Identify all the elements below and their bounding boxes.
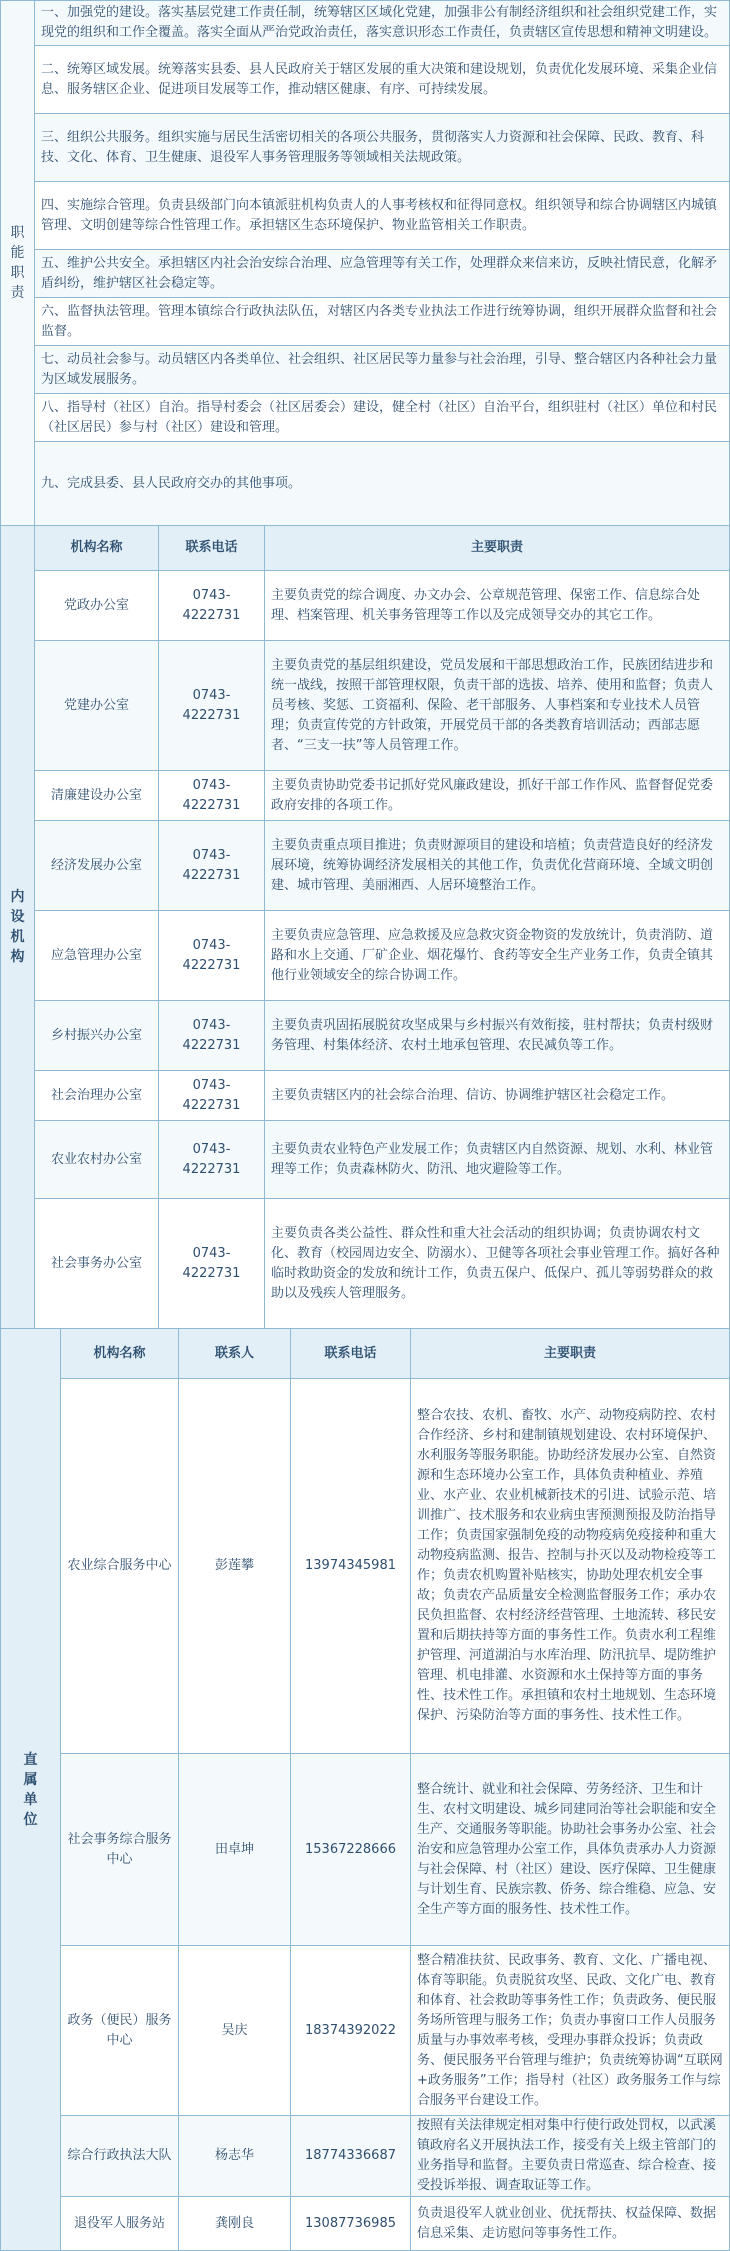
duty-text: 一、加强党的建设。落实基层党建工作责任制，统筹辖区区域化党建，加强非公有制经济组织和社会组织党建工作，实现党的组织和工作全覆盖。落实全面从严治党政治责任，落实意识形态工作责任，负责辖区宣传思想和精神文明建设。: [35, 1, 730, 46]
table-row: [1, 1001, 730, 1071]
duty-item: [1, 394, 730, 442]
duty-text: 八、指导村（社区）自治。指导村委会（社区居委会）建设，健全村（社区）自治平台，组织驻村（社区）单位和村民（社区居民）参与村（社区）建设和管理。: [35, 394, 730, 442]
table-row: [1, 1754, 730, 1946]
unit-duty: 整合统计、就业和社会保障、劳务经济、卫生和计生、农村文明建设、城乡同建同治等社会职能和安全生产、交通服务等职能。协助社会事务办公室、社会治安和应急管理办公室工作，具体负责承办人力资源与社会保障、村（社区）建设、医疗保障、卫生健康与计划生育、民族宗教、侨务、综合维稳、应急、安全生产等方面的服务性、技术性工作。: [411, 1754, 730, 1946]
duty-text: 九、完成县委、县人民政府交办的其他事项。: [35, 442, 730, 526]
org-duty: 主要负责党的综合调度、办文办会、公章规范管理、保密工作、信息综合处理、档案管理、机关事务管理等工作以及完成领导交办的其它工作。: [265, 571, 730, 641]
table-row: [1, 771, 730, 821]
duty-item: [1, 46, 730, 114]
table-row: [1, 2197, 730, 2251]
org-name: 党政办公室: [35, 571, 159, 641]
duties-section-label-text: 职能职责: [10, 225, 25, 301]
duty-item: [1, 298, 730, 346]
affiliated-table: [0, 1328, 730, 2251]
org-name: 经济发展办公室: [35, 821, 159, 911]
table-row: [1, 821, 730, 911]
org-name: 应急管理办公室: [35, 911, 159, 1001]
duty-item: [1, 346, 730, 394]
unit-name: 社会事务综合服务中心: [61, 1754, 179, 1946]
duty-text: 三、组织公共服务。组织实施与居民生活密切相关的各项公共服务，贯彻落实人力资源和社会保障、民政、教育、科技、文化、体育、卫生健康、退役军人事务管理服务等领域相关法规政策。: [35, 114, 730, 182]
org-duty: 主要负责党的基层组织建设，党员发展和干部思想政治工作，民族团结进步和统一战线，按照干部管理权限，负责干部的选拔、培养、使用和监督；负责人员考核、奖惩、工资福利、保险、老干部服务、人事档案和专业技术人员管理；负责宣传党的方针政策，开展党员干部的各类教育培训活动；西部志愿者、“三支一扶”等人员管理工作。: [265, 641, 730, 771]
affiliated-header-row: [1, 1329, 730, 1379]
org-duty: 主要负责各类公益性、群众性和重大社会活动的组织协调；负责协调农村文化、教育（校园周边安全、防溺水）、卫健等各项社会事业管理工作。搞好各种临时救助资金的发放和统计工作，负责五保户、低保户、孤儿等弱势群众的救助以及残疾人管理服务。: [265, 1199, 730, 1329]
org-name: 清廉建设办公室: [35, 771, 159, 821]
duty-item: [1, 1, 730, 46]
header-duty: 主要职责: [411, 1329, 730, 1379]
unit-contact: 杨志华: [179, 2116, 291, 2197]
unit-phone: 18374392022: [291, 1946, 411, 2116]
org-duty: 主要负责应急管理、应急救援及应急救灾资金物资的发放统计，负责消防、道路和水上交通、厂矿企业、烟花爆竹、食药等安全生产业务工作，负责全镇其他行业领域安全的综合协调工作。: [265, 911, 730, 1001]
table-row: [1, 1199, 730, 1329]
affiliated-section-label-text: 直属单位: [23, 1751, 38, 1828]
duties-section-label: [1, 1, 35, 526]
duty-item: [1, 114, 730, 182]
header-name: 机构名称: [35, 526, 159, 571]
unit-contact: 田卓坤: [179, 1754, 291, 1946]
org-duty: 主要负责重点项目推进；负责财源项目的建设和培植；负责营造良好的经济发展环境，统筹协调经济发展相关的其他工作，负责优化营商环境、全域文明创建、城市管理、美丽湘西、人居环境整治工作。: [265, 821, 730, 911]
duty-item: [1, 442, 730, 526]
internal-section-label-text: 内设机构: [10, 889, 25, 965]
unit-phone: 18774336687: [291, 2116, 411, 2197]
header-duty: 主要职责: [265, 526, 730, 571]
table-row: [1, 2116, 730, 2197]
org-phone: 0743-4222731: [159, 1121, 265, 1199]
org-duty: 主要负责协助党委书记抓好党风廉政建设，抓好干部工作作风、监督督促党委政府安排的各项工作。: [265, 771, 730, 821]
org-phone: 0743-4222731: [159, 821, 265, 911]
org-phone: 0743-4222731: [159, 1001, 265, 1071]
org-name: 农业农村办公室: [35, 1121, 159, 1199]
org-phone: 0743-4222731: [159, 641, 265, 771]
affiliated-section-label: [1, 1329, 61, 2251]
table-row: [1, 571, 730, 641]
header-contact: 联系人: [179, 1329, 291, 1379]
org-duty: 主要负责辖区内的社会综合治理、信访、协调维护辖区社会稳定工作。: [265, 1071, 730, 1121]
duty-text: 七、动员社会参与。动员辖区内各类单位、社会组织、社区居民等力量参与社会治理，引导、整合辖区内各种社会力量为区域发展服务。: [35, 346, 730, 394]
unit-contact: 吴庆: [179, 1946, 291, 2116]
unit-name: 退役军人服务站: [61, 2197, 179, 2251]
org-name: 社会事务办公室: [35, 1199, 159, 1329]
duty-text: 二、统筹区域发展。统筹落实县委、县人民政府关于辖区发展的重大决策和建设规划，负责优化发展环境、采集企业信息、服务辖区企业、促进项目发展等工作，推动辖区健康、有序、可持续发展。: [35, 46, 730, 114]
org-phone: 0743-4222731: [159, 571, 265, 641]
duty-item: [1, 250, 730, 298]
unit-phone: 13087736985: [291, 2197, 411, 2251]
internal-header-row: [1, 526, 730, 571]
internal-section-label: [1, 526, 35, 1329]
unit-duty: 整合精准扶贫、民政事务、教育、文化、广播电视、体育等职能。负责脱贫攻坚、民政、文化广电、教育和体育、社会救助等事务性工作；负责政务、便民服务场所管理与服务工作；负责办事窗口工作人员服务质量与办事效率考核，受理办事群众投诉；负责政务、便民服务平台管理与维护；负责统筹协调“互联网+政务服务”工作；指导村（社区）政务服务工作与综合服务平台建设工作。: [411, 1946, 730, 2116]
org-duty: 主要负责巩固拓展脱贫攻坚成果与乡村振兴有效衔接，驻村帮扶；负责村级财务管理、村集体经济、农村土地承包管理、农民减负等工作。: [265, 1001, 730, 1071]
unit-phone: 13974345981: [291, 1379, 411, 1754]
table-row: [1, 911, 730, 1001]
unit-duty: 负责退役军人就业创业、优抚帮扶、权益保障、数据信息采集、走访慰问等事务性工作。: [411, 2197, 730, 2251]
header-phone: 联系电话: [159, 526, 265, 571]
duty-text: 五、维护公共安全。承担辖区内社会治安综合治理、应急管理等有关工作，处理群众来信来访，反映社情民意，化解矛盾纠纷，维护辖区社会稳定等。: [35, 250, 730, 298]
unit-contact: 彭莲攀: [179, 1379, 291, 1754]
unit-phone: 15367228666: [291, 1754, 411, 1946]
table-row: [1, 641, 730, 771]
unit-name: 农业综合服务中心: [61, 1379, 179, 1754]
internal-table: [0, 525, 730, 1329]
unit-duty: 按照有关法律规定相对集中行使行政处罚权，以武溪镇政府名义开展执法工作，接受有关上级主管部门的业务指导和监督。主要负责日常巡查、综合检查、接受投诉举报、调查取证等工作。: [411, 2116, 730, 2197]
header-phone: 联系电话: [291, 1329, 411, 1379]
unit-contact: 龚刚良: [179, 2197, 291, 2251]
table-row: [1, 1121, 730, 1199]
table-row: [1, 1946, 730, 2116]
unit-name: 政务（便民）服务中心: [61, 1946, 179, 2116]
duties-table: [0, 0, 730, 526]
table-row: [1, 1071, 730, 1121]
org-phone: 0743-4222731: [159, 1199, 265, 1329]
duty-text: 四、实施综合管理。负责县级部门向本镇派驻机构负责人的人事考核权和征得同意权。组织领导和综合协调辖区内城镇管理、文明创建等综合性管理工作。承担辖区生态环境保护、物业监管相关工作职责。: [35, 182, 730, 250]
duty-text: 六、监督执法管理。管理本镇综合行政执法队伍，对辖区内各类专业执法工作进行统筹协调，组织开展群众监督和社会监督。: [35, 298, 730, 346]
unit-name: 综合行政执法大队: [61, 2116, 179, 2197]
org-name: 社会治理办公室: [35, 1071, 159, 1121]
duty-item: [1, 182, 730, 250]
unit-duty: 整合农技、农机、畜牧、水产、动物疫病防控、农村合作经济、乡村和建制镇规划建设、农村环境保护、水利服务等服务职能。协助经济发展办公室、自然资源和生态环境办公室工作，具体负责种植业、养殖业、水产业、农业机械新技术的引进、试验示范、培训推广、技术服务和农业病虫害预测预报及防治指导工作；负责国家强制免疫的动物疫病免疫接种和重大动物疫病监测、报告、控制与扑灭以及动物检疫等工作；负责农机购置补贴核实，协助处理农机安全事故；负责农产品质量安全检测监督服务工作；承办农民负担监督、农村经济经营管理、土地流转、移民安置和后期扶持等方面的事务性工作。负责水利工程维护管理、河道湖泊与水库治理、防汛抗旱、堤防维护管理、机电排灌、水资源和水土保持等方面的事务性、技术性工作。承担镇和农村土地规划、生态环境保护、污染防治等方面的事务性、技术性工作。: [411, 1379, 730, 1754]
org-phone: 0743-4222731: [159, 911, 265, 1001]
table-row: [1, 1379, 730, 1754]
org-name: 党建办公室: [35, 641, 159, 771]
header-name: 机构名称: [61, 1329, 179, 1379]
org-phone: 0743-4222731: [159, 1071, 265, 1121]
org-phone: 0743-4222731: [159, 771, 265, 821]
org-duty: 主要负责农业特色产业发展工作；负责辖区内自然资源、规划、水利、林业管理等工作；负责森林防火、防汛、地灾避险等工作。: [265, 1121, 730, 1199]
org-name: 乡村振兴办公室: [35, 1001, 159, 1071]
